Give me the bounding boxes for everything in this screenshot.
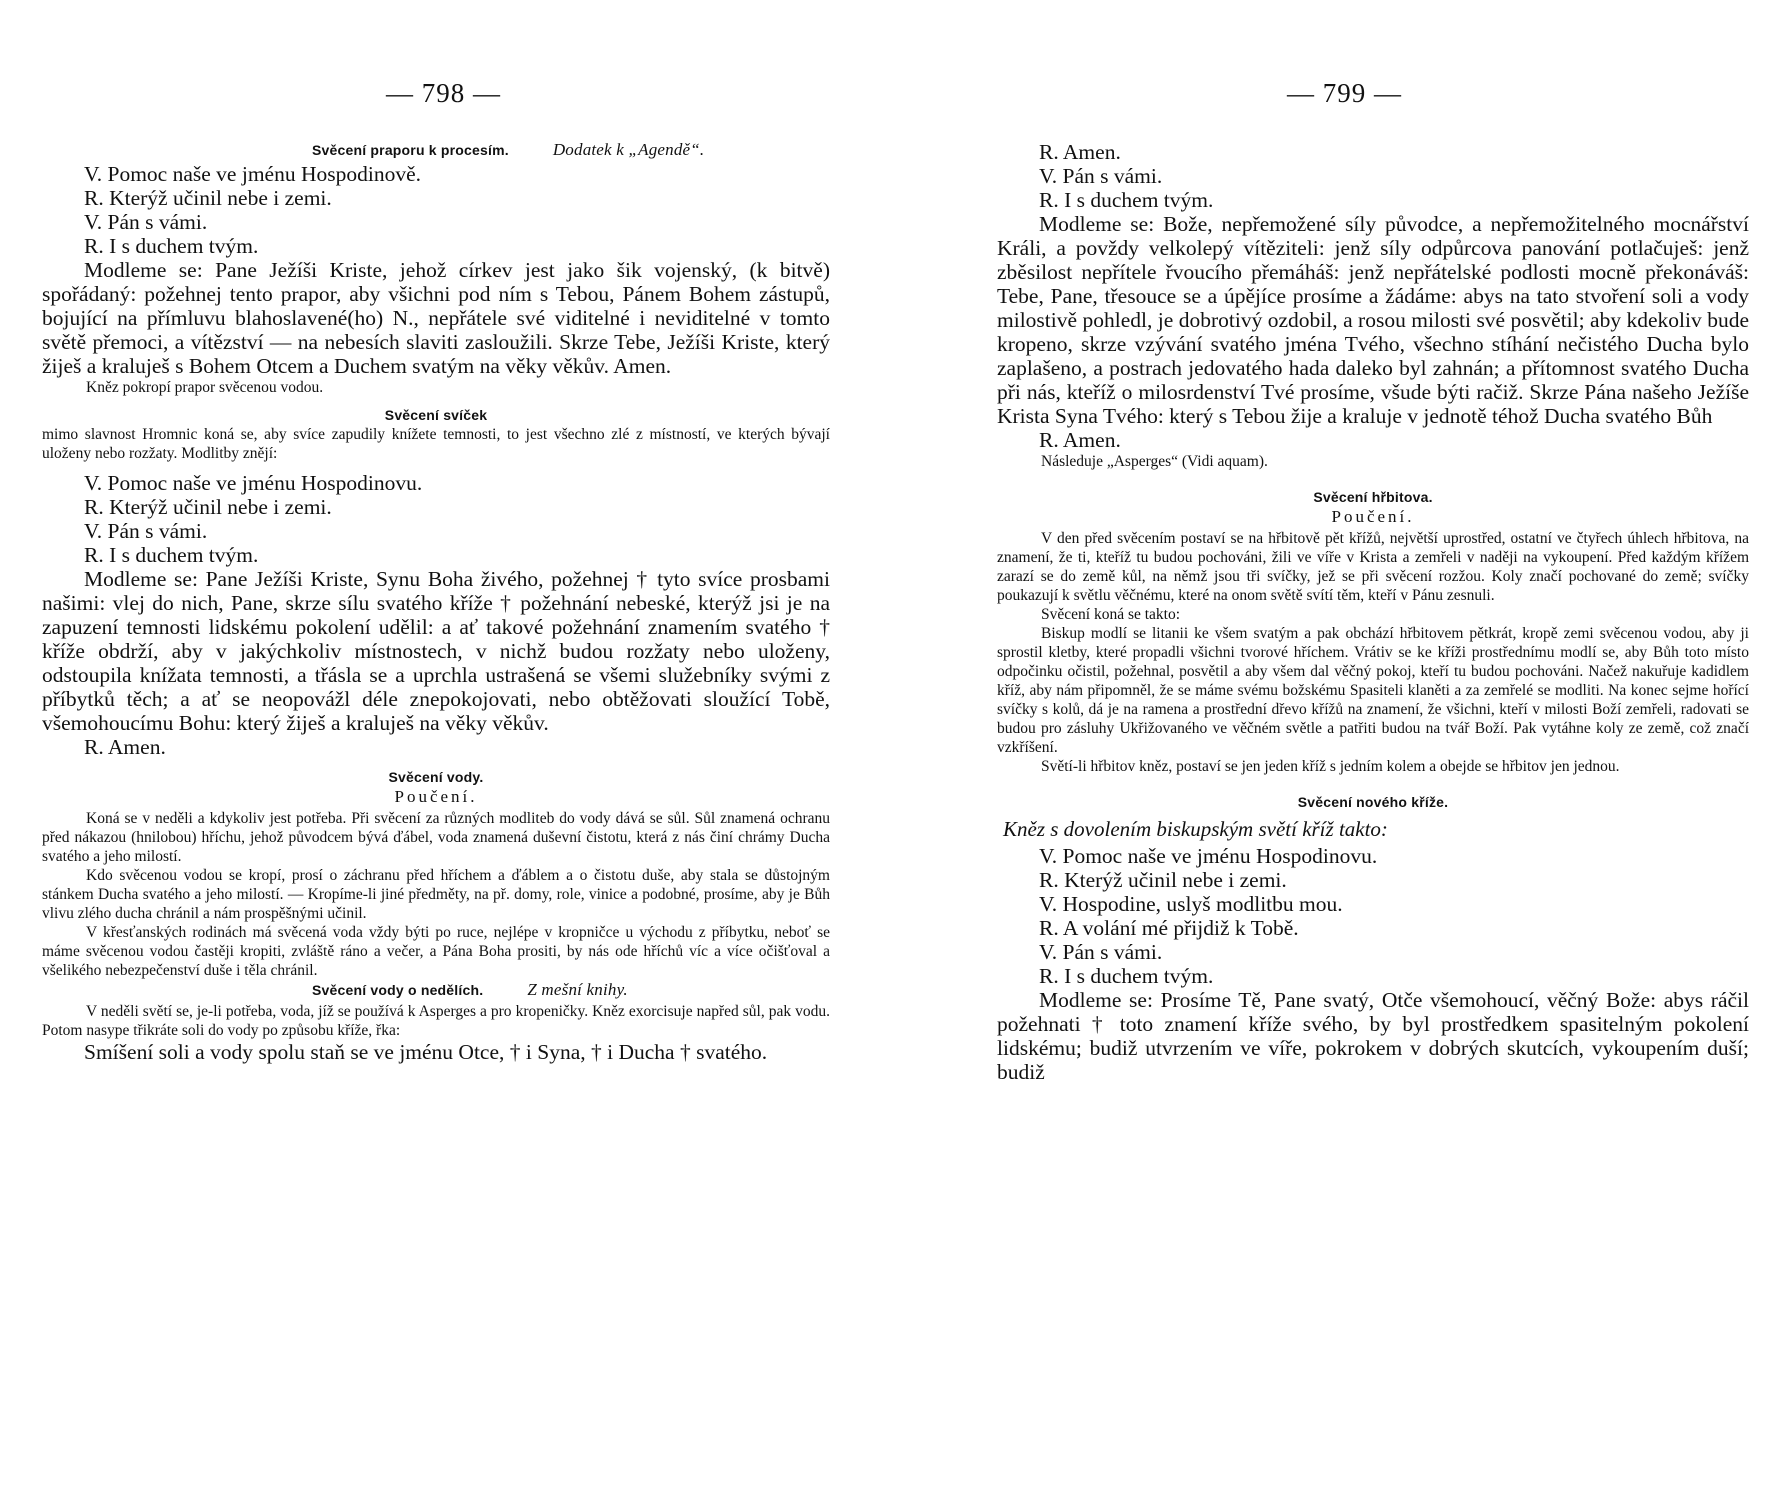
prayer-text: Modleme se: Pane Ježíši Kriste, Synu Boha živého, požehnej † tyto svíce prosbami našimi: vlej do nich, Pane, skrze sílu svatého kříže † požehnání nebeské, kterýž jsi je na zapuzení temnosti lidskému pokolení udělil: a ať takové požehnání znamením svatého † kříže obdrží, aby v jakýchkoliv místnostech, v nichž budou rozžaty nebo uloženy, odstoupila knížata temnosti, a třásla se a uprchla ustrašená se všemi služebníky svými z příbytků těch; a ať se neopovážl déle znepokojovati, nebo obtěžovati sloužící Tobě, všemohoucímu Bohu: který žiješ a kraluješ na věky věkův. xyxy=(42,567,830,735)
response: R. I s duchem tvým. xyxy=(84,234,259,258)
section-intro: mimo slavnost Hromnic koná se, aby svíce zapudily knížete temnosti, to jest všechno zlé z místností, ve kterých bývají uloženy nebo rozžaty. Modlitby znějí: xyxy=(42,426,830,462)
response: R. I s duchem tvým. xyxy=(1039,964,1214,988)
section-title: Svěcení vody. xyxy=(388,769,484,785)
italic-instruction: Kněz s dovolením biskupským světí kříž takto: xyxy=(1003,817,1388,841)
response: R. Kterýž učinil nebe i zemi. xyxy=(84,186,332,210)
versicle: V. Pomoc naše ve jménu Hospodinově. xyxy=(84,162,421,186)
section-title: Svěcení praporu k procesím. xyxy=(312,142,509,158)
paragraph: Kdo svěcenou vodou se kropí, prosí o záchranu před hříchem a ďáblem a o čistotu duše, aby stala se důstojným stánkem Ducha svatého a jeho milostí. — Kropíme-li jiné předměty, na př. domy, role, vinice a podobné, prosíme, aby je Bůh vlivu zlého ducha chránil a nám prospěšnými učinil. xyxy=(42,867,830,922)
response: R. Amen. xyxy=(84,735,166,759)
text-column xyxy=(42,140,830,1064)
paragraph: V křesťanských rodinách má svěcená voda vždy býti po ruce, nejlépe v kropničce u východu z příbytku, neboť se máme svěcenou vodou častěji kropiti, zvláště ráno a večer, a Pána Boha prositi, by nás ode hříchů víc a více očišťoval a všelikého nebezpečenství duše i těla chránil. xyxy=(42,924,830,979)
versicle: V. Pomoc naše ve jménu Hospodinovu. xyxy=(1039,844,1378,868)
section-heading xyxy=(312,980,830,1000)
prayer-text: Modleme se: Prosíme Tě, Pane svatý, Otče všemohoucí, věčný Bože: abys ráčil požehnati † toto znamení kříže svého, by byl prostředkem spasitelným pokolení lidskému; budiž utvrzením ve víře, pokrokem v dobrých skutcích, vykoupením duší; budiž xyxy=(997,988,1749,1084)
paragraph: V neděli světí se, je-li potřeba, voda, jíž se používá k Asperges a pro kropeničky. Kněz exorcisuje napřed sůl, pak vodu. Potom nasype třikráte soli do vody po způsobu kříže, řka: xyxy=(42,1003,830,1039)
section-title: Svěcení hřbitova. xyxy=(1313,489,1433,505)
page-number: — 799 — xyxy=(1287,78,1402,108)
versicle: V. Pomoc naše ve jménu Hospodinovu. xyxy=(84,471,423,495)
response: R. I s duchem tvým. xyxy=(1039,188,1214,212)
response: R. Amen. xyxy=(1039,140,1121,164)
response: R. I s duchem tvým. xyxy=(84,543,259,567)
text-column xyxy=(997,140,1749,1084)
section-subtitle: Poučení. xyxy=(1331,507,1415,526)
page-number: — 798 — xyxy=(386,78,501,108)
response: R. A volání mé přijdiž k Tobě. xyxy=(1039,916,1299,940)
prayer-text: Modleme se: Bože, nepřemožené síly původce, a nepřemožitelného mocnářství Králi, a povždy velkolepý vítěziteli: jenž síly odpůrcova panování potlačuješ: jenž zběsilost nepřítele řvoucího přemáháš: jenž nepřátelské podlosti mocně překonáváš: Tebe, Pane, třesouce se a úpějíce prosíme a žádáme: abys na tato stvoření soli a vody milostivě pohledl, je dobrotivý ozdobil, a rosou milosti své posvětil; aby kdekoliv bude kropeno, skrze vzývání svatého jména Tvého, všechno stíhání nečistého Ducha bylo zaplašeno, a postrach jedovatého hada daleko byl zahnán; a přítomnost svatého Ducha při nás, kteříž o milosrdenství Tvé prosíme, všude býti račiž. Skrze Pána našeho Ježíše Krista Syna Tvého: který s Tebou žije a kraluje v jednotě téhož Ducha svatého Bůh xyxy=(997,212,1749,428)
section-subtitle: Poučení. xyxy=(394,787,478,806)
paragraph: Koná se v neděli a kdykoliv jest potřeba. Při svěcení za různých modliteb do vody dává se sůl. Sůl znamená ochranu před nákazou (hnilobou) hříchu, jehož původcem bývá ďábel, voda znamená duševní čistotu, která z nás činí chrámy Ducha svatého a jeho milostí. xyxy=(42,810,830,865)
paragraph: V den před svěcením postaví se na hřbitově pět křížů, největší uprostřed, ostatní ve čtyřech úhlech hřbitova, na znamení, že ti, kteříž tu budou pochováni, žili ve víře v Krista a zemřeli v naději na vykoupení. Před každým křížem zarazí se do země kůl, na němž jsou tři svíčky, jež se při svěcení rozžou. Koly značí pochované do země; svíčky poukazují k světlu věčnému, které na onom světě svítí těm, kteří v Pánu zesnuli. xyxy=(997,530,1749,604)
paragraph-lead: Svěcení koná se takto: xyxy=(1041,606,1181,623)
section-heading xyxy=(312,140,830,160)
response: R. Amen. xyxy=(1039,428,1121,452)
paragraph: Biskup modlí se litanii ke všem svatým a pak obchází hřbitovem pětkrát, kropě zemi svěcenou vodou, aby ji sprostil kletby, které propadli všichni tvorové hříchem. Vrátiv se ke kříži prostřednímu modlí se, aby Bůh toto místo odpočinku očistil, požehnal, posvětil a aby všem dal věčný pokoj, kteří tu budou pochováni. Načež nakuřuje kadidlem kříž, aby nám připomněl, že se máme svému božskému Spasiteli klaněti a za zemřelé se modliti. Na konec sejme hořící svíčky s kolů, dá je na ramena a prostřední dřevo křížů na znamení, že všichni, kteří v milosti Boží zemřeli, radovati se budou pro zásluhy Ukřižovaného ve věčném světle a patřiti budou na tvář Boží. Pak vytáhne koly ze země, což značí vzkříšení. xyxy=(997,625,1749,756)
rubric: Následuje „Asperges“ (Vidi aquam). xyxy=(1041,453,1268,470)
section-source: Dodatek k „Agendě“. xyxy=(552,140,705,159)
section-source: Z mešní knihy. xyxy=(527,980,628,999)
section-title: Svěcení nového kříže. xyxy=(1297,794,1449,810)
paragraph: Světí-li hřbitov kněz, postaví se jen jeden kříž s jedním kolem a obejde se hřbitov jen jednou. xyxy=(1041,758,1620,775)
versicle: V. Hospodine, uslyš modlitbu mou. xyxy=(1039,892,1343,916)
versicle: V. Pán s vámi. xyxy=(1039,164,1163,188)
formula-text: Smíšení soli a vody spolu staň se ve jménu Otce, † i Syna, † i Ducha † svatého. xyxy=(84,1040,768,1064)
versicle: V. Pán s vámi. xyxy=(1039,940,1163,964)
section-title: Svěcení svíček xyxy=(384,407,488,423)
response: R. Kterýž učinil nebe i zemi. xyxy=(84,495,332,519)
versicle: V. Pán s vámi. xyxy=(84,519,208,543)
rubric: Kněz pokropí prapor svěcenou vodou. xyxy=(86,379,324,396)
response: R. Kterýž učinil nebe i zemi. xyxy=(1039,868,1287,892)
versicle: V. Pán s vámi. xyxy=(84,210,208,234)
prayer-text: Modleme se: Pane Ježíši Kriste, jehož církev jest jako šik vojenský, (k bitvě) spořádaný: požehnej tento prapor, aby všichni pod ním s Tebou, Pánem Bohem zástupů, bojující na přímluvu blahoslavené(ho) N., nepřátele své viditelné i neviditelné v tomto světě přemoci, a vítězství — na nebesích slaviti zasloužili. Skrze Tebe, Ježíši Kriste, který žiješ a kraluješ s Bohem Otcem a Duchem svatým na věky věkův. Amen. xyxy=(42,258,830,378)
right-page xyxy=(887,0,1774,1500)
section-title: Svěcení vody o nedělích. xyxy=(312,982,484,998)
